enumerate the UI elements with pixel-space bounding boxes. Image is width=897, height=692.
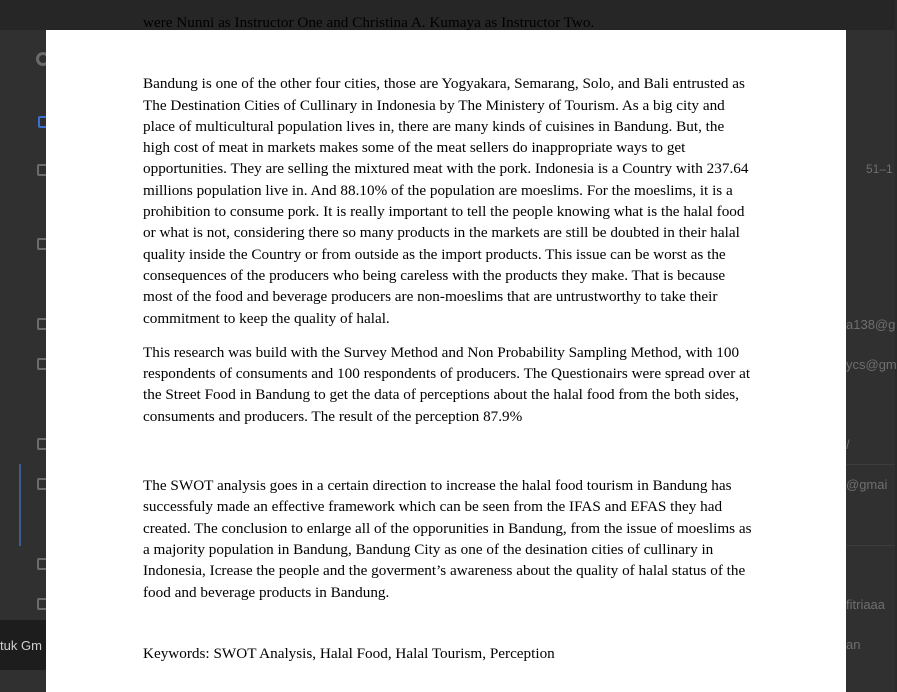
paragraph-swot: The SWOT analysis goes in a certain direction to increase the halal food tourism in Bandung has successfuly made an effective framework which can be seen from the IFAS and EFAS they had created. The conclusion to enlarge all of the opporunities in Bandung, from the issue of moeslims as a majority population in Bandung, Bandung City as one of the desination cities of cullinary in Indonesia, Icrease the people and the goverment’s awareness about the quality of halal status of the food and beverage products in Bandung. [143, 477, 752, 601]
page-counter: 51–1 [866, 162, 893, 176]
cut-off-line: were Nunni as Instructor One and Christina A. Kumaya as Instructor Two. [143, 14, 595, 31]
paragraph-background: Bandung is one of the other four cities, those are Yogyakara, Semarang, Solo, and Bali entrusted as The Destination Cities of Cullinary in Indonesia by The Ministery of Tourism. As a big city and place of multicultural population lives in, there are many kinds of cuisines in Bandung. But, the high cost of meat in markets makes some of the meat sellers do inappropriate ways to get opportunities. They are selling the mixtured meat with the pork. Indonesia is a Country with 237.64 millions population live in. And 88.10% of the population are moeslims. For the moeslims, it is a prohibition to consume pork. It is really important to tell the people knowing what is the halal food or what is not, considering there so many products in the markets are still be doubted in their halal quality inside the Country or from outside as the import products. This issue can be worst as the consequences of the producers who being careless with the products they make. That is because most of the food and beverage producers are non-moeslims that are untrustworthy to take their commitment to keep the quality of halal. [143, 75, 749, 327]
document-page[interactable] [46, 14, 846, 692]
row-divider [846, 464, 895, 465]
paragraph-keywords: Keywords: SWOT Analysis, Halal Food, Halal Tourism, Perception [143, 644, 555, 662]
sender-email: ycs@gm [846, 357, 897, 372]
footer-fragment: an [846, 637, 861, 652]
sender-email: fitriaaa [846, 597, 886, 612]
selected-row-indicator [19, 464, 21, 546]
paragraph-method: This research was build with the Survey Method and Non Probability Sampling Method, with 100 respondents of consuments and 100 respondents of producers. The Questionairs were spread over at the Street Food in Bandung to get the data of perceptions about the halal food from the both sides, consuments and producers. The result of the perception 87.9% [143, 343, 751, 425]
row-divider [846, 545, 895, 546]
snackbar: tuk Gm [0, 620, 70, 670]
sender-email: @gmai [846, 477, 888, 492]
list-fragment: / [846, 437, 850, 452]
document-body [143, 12, 753, 664]
sender-email: a138@g [846, 317, 896, 332]
